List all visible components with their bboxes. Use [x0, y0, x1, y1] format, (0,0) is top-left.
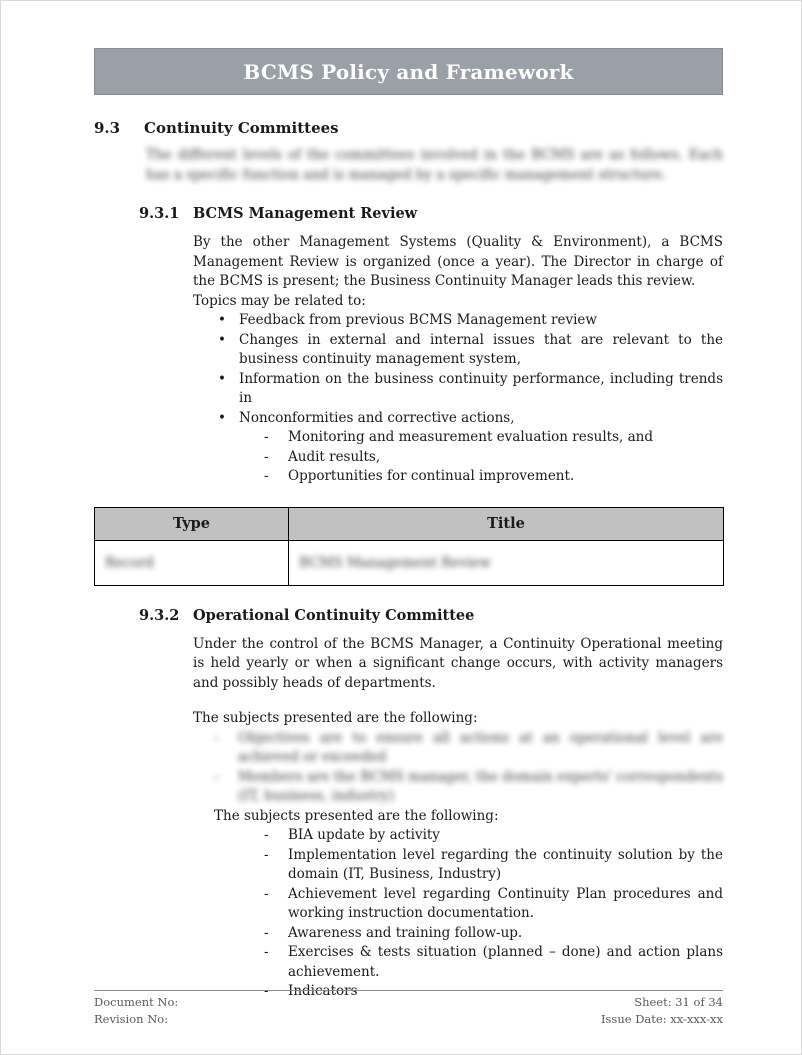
section-number: 9.3 — [94, 119, 121, 137]
redacted-bullet-list — [94, 729, 723, 807]
list-item: - Awareness and training follow-up. — [94, 924, 723, 944]
section-number: 9.3.2 — [139, 606, 180, 624]
list-item: - Implementation level regarding the continuity solution by the domain (IT, Business, Industry) — [264, 846, 723, 882]
dash-list-subjects — [94, 826, 723, 1002]
section-heading-9-3 — [94, 119, 723, 137]
table-header-row — [95, 507, 724, 540]
dash-marker: - — [264, 983, 269, 999]
list-item: - Audit results, — [94, 448, 723, 468]
section-title: BCMS Management Review — [193, 205, 418, 222]
bullet-marker: • — [218, 409, 226, 426]
page-footer — [94, 990, 723, 1028]
dash-sublist-topics — [94, 428, 723, 487]
section-heading-9-3-1 — [94, 205, 723, 222]
footer-sheet-number: Sheet: 31 of 34 — [634, 995, 723, 1009]
footer-document-no: Document No: — [94, 995, 179, 1009]
list-item: - Exercises & tests situation (planned – done) and action plans achievement. — [264, 944, 723, 980]
dash-marker: - — [264, 827, 269, 843]
dash-marker: - — [264, 944, 269, 960]
dash-marker: - — [264, 846, 269, 863]
list-item: - BIA update by activity — [94, 826, 723, 846]
bullet-marker: • — [218, 370, 226, 387]
list-item: • Information on the business continuity performance, including trends in — [218, 370, 723, 406]
table-header-title: Title — [289, 507, 724, 540]
redacted-intro-paragraph: The different levels of the committees involved in the BCMS are as follows. Each has a specific function and is managed by a specific management structure. — [146, 147, 723, 183]
bullet-marker: • — [218, 331, 226, 348]
table-cell-type — [95, 540, 289, 585]
footer-revision-no: Revision No: — [94, 1012, 169, 1026]
dash-marker: - — [264, 448, 269, 465]
dash-marker: - — [264, 924, 269, 941]
table-header-type: Type — [95, 507, 289, 540]
table-cell-title — [289, 540, 724, 585]
bullet-marker: - — [214, 768, 219, 785]
list-item: • Feedback from previous BCMS Management review — [94, 311, 723, 331]
section-heading-9-3-2 — [94, 607, 723, 624]
subjects-intro-first: The subjects presented are the following: — [193, 710, 478, 726]
bullet-marker: • — [218, 312, 226, 328]
redacted-list-item: - Members are the BCMS manager, the domain experts' correspondents (IT, business, industry) — [214, 768, 723, 804]
redacted-list-item: - Objectives are to ensure all actions at an operational level are achieved or exceeded — [214, 729, 723, 765]
list-item: - Opportunities for continual improvement. — [94, 467, 723, 487]
document-title: BCMS Policy and Framework — [243, 59, 574, 84]
bullet-marker: - — [214, 729, 219, 746]
list-item: - Achievement level regarding Continuity Plan procedures and working instruction documentation. — [264, 885, 723, 921]
redacted-cell-text: Record — [105, 554, 154, 571]
redacted-cell-text: BCMS Management Review — [299, 554, 491, 571]
subjects-intro-second: The subjects presented are the following: — [214, 807, 499, 824]
section-title: Operational Continuity Committee — [193, 606, 475, 624]
list-item: - Indicators — [94, 982, 723, 1002]
dash-marker: - — [264, 885, 269, 902]
list-item: • Changes in external and internal issues that are relevant to the business continuity management system, — [218, 331, 723, 367]
section-number: 9.3.1 — [139, 205, 180, 222]
section-title: Continuity Committees — [144, 119, 339, 137]
footer-issue-date: Issue Date: xx-xxx-xx — [600, 1012, 723, 1026]
document-header-banner — [94, 48, 723, 95]
list-item: - Monitoring and measurement evaluation results, and — [94, 428, 723, 448]
list-item: • Nonconformities and corrective actions, — [94, 409, 723, 429]
table-row — [95, 540, 724, 585]
dash-marker: - — [264, 429, 269, 445]
list-intro-topics: Topics may be related to: — [193, 292, 366, 309]
paragraph-bcms-management-review: By the other Management Systems (Quality & Environment), a BCMS Management Review is organized (once a year). The Director in charge of the BCMS is present; the Business Continuity Manager leads this review. — [193, 234, 723, 289]
type-title-table — [94, 507, 724, 586]
bullet-list-topics — [94, 311, 723, 428]
dash-marker: - — [264, 468, 269, 484]
paragraph-operational-committee: Under the control of the BCMS Manager, a Continuity Operational meeting is held yearly or when a significant change occurs, with activity managers and possibly heads of departments. — [193, 635, 723, 691]
